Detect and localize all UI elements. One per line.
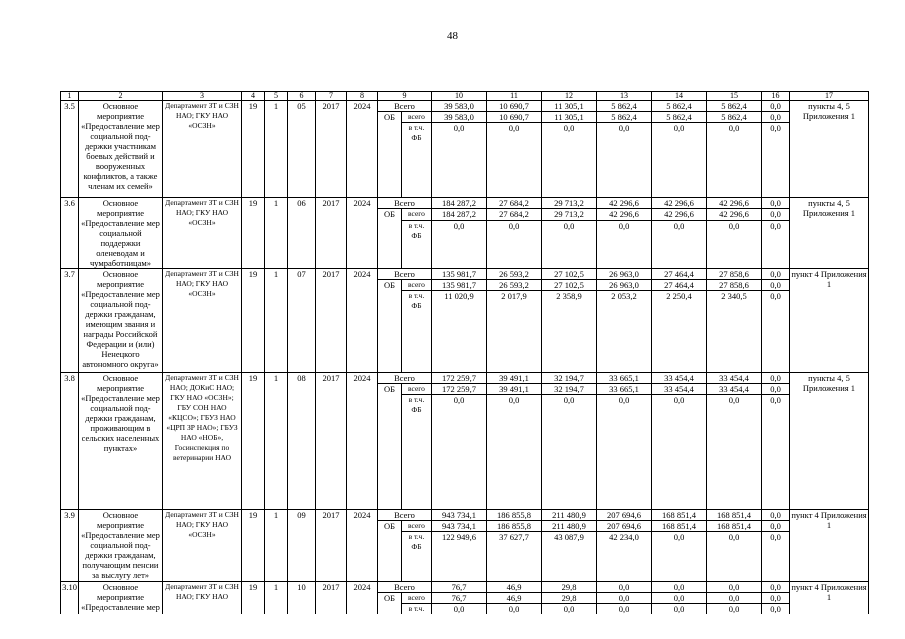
- total-value: 168 851,4: [652, 510, 707, 521]
- total-value: 0,0: [652, 582, 707, 593]
- ob-value: 33 454,4: [707, 384, 762, 395]
- column-number: 9: [378, 92, 432, 101]
- code-col4: 19: [242, 373, 265, 510]
- total-value: 0,0: [762, 269, 790, 280]
- start-year: 2017: [316, 101, 347, 198]
- ob-value: 0,0: [707, 593, 762, 604]
- total-value: 33 454,4: [707, 373, 762, 384]
- vtch-fb-label: [402, 604, 432, 615]
- ob-value: 76,7: [432, 593, 487, 604]
- note: пункт 4 Приложения 1: [790, 269, 869, 373]
- ob-value: 0,0: [762, 384, 790, 395]
- ob-value: 5 862,4: [652, 112, 707, 123]
- item-number: 3.10: [61, 582, 79, 615]
- ob-value: 29 713,2: [542, 209, 597, 221]
- ob-value: 27 464,4: [652, 280, 707, 291]
- ob-value: 0,0: [762, 521, 790, 532]
- fb-label: ФБ: [411, 301, 422, 310]
- note: пункты 4, 5 Приложения 1: [790, 198, 869, 269]
- total-value: 943 734,1: [432, 510, 487, 521]
- code-col5: 1: [265, 101, 288, 198]
- ob-value: 33 665,1: [597, 384, 652, 395]
- total-value: 211 480,9: [542, 510, 597, 521]
- vsego-label: всего: [402, 280, 432, 291]
- total-value: 5 862,4: [707, 101, 762, 112]
- total-label: Всего: [378, 198, 432, 209]
- code-col6: 08: [288, 373, 316, 510]
- measure-name: Основное мероприятие «Предоставление мер социальной под-держки гражданам, проживающим в сельских населенных пунктах»: [79, 373, 163, 510]
- measure-name: Основное мероприятие «Предоставление мер социальной поддержки оленеводам и чумработницам»: [79, 198, 163, 269]
- note: пункты 4, 5 Приложения 1: [790, 373, 869, 510]
- ob-value: 0,0: [762, 593, 790, 604]
- code-col6: 09: [288, 510, 316, 582]
- ob-value: 0,0: [762, 209, 790, 221]
- ob-value: 27 858,6: [707, 280, 762, 291]
- column-number: 16: [762, 92, 790, 101]
- end-year: 2024: [347, 101, 378, 198]
- total-value: 10 690,7: [487, 101, 542, 112]
- fb-value: 37 627,7: [487, 532, 542, 582]
- total-value: 0,0: [762, 582, 790, 593]
- fb-value: 0,0: [762, 532, 790, 582]
- ob-value: 0,0: [597, 593, 652, 604]
- item-number: 3.6: [61, 198, 79, 269]
- column-number: 12: [542, 92, 597, 101]
- fb-value: 0,0: [487, 221, 542, 269]
- ob-value: 211 480,9: [542, 521, 597, 532]
- ob-value: 42 296,6: [707, 209, 762, 221]
- note: пункты 4, 5 Приложения 1: [790, 101, 869, 198]
- fb-value: 0,0: [597, 604, 652, 615]
- total-value: 5 862,4: [652, 101, 707, 112]
- ob-value: 29,8: [542, 593, 597, 604]
- fb-value: 0,0: [597, 395, 652, 510]
- total-value: 168 851,4: [707, 510, 762, 521]
- total-value: 32 194,7: [542, 373, 597, 384]
- total-value: 39 491,1: [487, 373, 542, 384]
- table-row: [61, 198, 869, 209]
- total-label: Всего: [378, 510, 432, 521]
- fb-value: 0,0: [652, 221, 707, 269]
- note: пункт 4 Приложения 1: [790, 582, 869, 615]
- vsego-label: всего: [402, 521, 432, 532]
- code-col4: 19: [242, 269, 265, 373]
- end-year: 2024: [347, 582, 378, 615]
- end-year: 2024: [347, 269, 378, 373]
- code-col5: 1: [265, 373, 288, 510]
- ob-value: 26 963,0: [597, 280, 652, 291]
- fb-value: 0,0: [542, 123, 597, 198]
- total-value: 207 694,6: [597, 510, 652, 521]
- table-row: [61, 101, 869, 112]
- fb-value: 42 234,0: [597, 532, 652, 582]
- start-year: 2017: [316, 373, 347, 510]
- vtch-fb-label: [402, 395, 432, 510]
- ob-value: 32 194,7: [542, 384, 597, 395]
- fb-value: 0,0: [432, 123, 487, 198]
- fb-value: 0,0: [707, 395, 762, 510]
- measure-name: Основное мероприятие «Предоставление мер социальной под-держки гражданам, имеющим звания и награды Российской Федерации и (или) Ненецкого автономного округа»: [79, 269, 163, 373]
- column-number: 17: [790, 92, 869, 101]
- total-value: 186 855,8: [487, 510, 542, 521]
- executors: Департамент ЗТ и СЗН НАО; ГКУ НАО «ОСЗН»: [163, 510, 242, 582]
- column-number: 15: [707, 92, 762, 101]
- total-value: 27 684,2: [487, 198, 542, 209]
- column-number: 13: [597, 92, 652, 101]
- ob-value: 0,0: [762, 280, 790, 291]
- code-col6: 07: [288, 269, 316, 373]
- vtch-label: в т.ч.: [408, 395, 425, 404]
- vtch-label: в т.ч.: [408, 123, 425, 132]
- column-number: 14: [652, 92, 707, 101]
- code-col5: 1: [265, 510, 288, 582]
- executors: Департамент ЗТ и СЗН НАО; ГКУ НАО «ОСЗН»: [163, 269, 242, 373]
- executors: Департамент ЗТ и СЗН НАО; ГКУ НАО: [163, 582, 242, 615]
- total-value: 11 305,1: [542, 101, 597, 112]
- vtch-label: в т.ч.: [408, 532, 425, 541]
- vsego-label: всего: [402, 384, 432, 395]
- fb-value: 2 358,9: [542, 291, 597, 373]
- table-row: [61, 269, 869, 280]
- fb-value: 2 340,5: [707, 291, 762, 373]
- ob-value: 184 287,2: [432, 209, 487, 221]
- code-col6: 06: [288, 198, 316, 269]
- code-col5: 1: [265, 269, 288, 373]
- column-number: 10: [432, 92, 487, 101]
- column-number: 2: [79, 92, 163, 101]
- measure-name: Основное мероприятие «Предоставление мер социальной под-держки участникам боевых действий и вооруженных конфликтов, а также членам их семей»: [79, 101, 163, 198]
- ob-label: ОБ: [378, 280, 402, 373]
- vtch-label: в т.ч.: [408, 604, 425, 613]
- fb-value: 0,0: [707, 604, 762, 615]
- column-number: 11: [487, 92, 542, 101]
- program-table: [60, 91, 869, 614]
- code-col6: 10: [288, 582, 316, 615]
- total-value: 0,0: [707, 582, 762, 593]
- ob-label: ОБ: [378, 112, 402, 198]
- ob-label: ОБ: [378, 384, 402, 510]
- total-value: 0,0: [762, 510, 790, 521]
- table-row: [61, 373, 869, 384]
- fb-label: ФБ: [411, 542, 422, 551]
- fb-value: 0,0: [432, 221, 487, 269]
- ob-value: 5 862,4: [707, 112, 762, 123]
- fb-label: ФБ: [411, 133, 422, 142]
- ob-value: 168 851,4: [707, 521, 762, 532]
- fb-value: 0,0: [652, 395, 707, 510]
- ob-label: ОБ: [378, 593, 402, 615]
- column-number: 8: [347, 92, 378, 101]
- total-value: 5 862,4: [597, 101, 652, 112]
- ob-value: 27 102,5: [542, 280, 597, 291]
- start-year: 2017: [316, 582, 347, 615]
- ob-value: 135 981,7: [432, 280, 487, 291]
- code-col4: 19: [242, 198, 265, 269]
- item-number: 3.7: [61, 269, 79, 373]
- code-col5: 1: [265, 582, 288, 615]
- total-label: Всего: [378, 101, 432, 112]
- item-number: 3.8: [61, 373, 79, 510]
- total-value: 26 593,2: [487, 269, 542, 280]
- vtch-label: в т.ч.: [408, 291, 425, 300]
- total-value: 29 713,2: [542, 198, 597, 209]
- fb-value: 0,0: [707, 532, 762, 582]
- vsego-label: всего: [402, 593, 432, 604]
- column-number: 1: [61, 92, 79, 101]
- ob-label: ОБ: [378, 521, 402, 582]
- total-value: 0,0: [762, 373, 790, 384]
- fb-value: 0,0: [597, 221, 652, 269]
- item-number: 3.5: [61, 101, 79, 198]
- ob-value: 33 454,4: [652, 384, 707, 395]
- page-number: 48: [447, 30, 458, 42]
- fb-value: 2 017,9: [487, 291, 542, 373]
- total-value: 42 296,6: [597, 198, 652, 209]
- ob-value: 186 855,8: [487, 521, 542, 532]
- vtch-fb-label: [402, 291, 432, 373]
- note: пункт 4 Приложения 1: [790, 510, 869, 582]
- fb-value: 0,0: [762, 291, 790, 373]
- code-col6: 05: [288, 101, 316, 198]
- total-value: 39 583,0: [432, 101, 487, 112]
- vtch-fb-label: [402, 221, 432, 269]
- vtch-fb-label: [402, 123, 432, 198]
- fb-value: 0,0: [597, 123, 652, 198]
- ob-value: 46,9: [487, 593, 542, 604]
- ob-value: 10 690,7: [487, 112, 542, 123]
- executors: Департамент ЗТ и СЗН НАО; ДОКиС НАО; ГКУ НАО «ОСЗН»; ГБУ СОН НАО «КЦСО»; ГБУЗ НАО «ЦРП ЗР НАО»; ГБУЗ НАО «НОБ», Госинспекция по ветеринарии НАО: [163, 373, 242, 510]
- fb-value: 11 020,9: [432, 291, 487, 373]
- item-number: 3.9: [61, 510, 79, 582]
- total-value: 46,9: [487, 582, 542, 593]
- total-value: 0,0: [762, 198, 790, 209]
- total-label: Всего: [378, 269, 432, 280]
- column-number: 3: [163, 92, 242, 101]
- fb-value: 0,0: [542, 221, 597, 269]
- total-value: 27 464,4: [652, 269, 707, 280]
- measure-name: Основное мероприятие «Предоставление мер: [79, 582, 163, 615]
- ob-value: 172 259,7: [432, 384, 487, 395]
- table-row: [61, 510, 869, 521]
- executors: Департамент ЗТ и СЗН НАО; ГКУ НАО «ОСЗН»: [163, 101, 242, 198]
- total-value: 42 296,6: [652, 198, 707, 209]
- fb-value: 0,0: [762, 123, 790, 198]
- column-number-header: [61, 92, 869, 101]
- fb-value: 0,0: [762, 604, 790, 615]
- end-year: 2024: [347, 510, 378, 582]
- fb-label: ФБ: [411, 405, 422, 414]
- column-number: 6: [288, 92, 316, 101]
- total-value: 0,0: [597, 582, 652, 593]
- start-year: 2017: [316, 510, 347, 582]
- total-value: 26 963,0: [597, 269, 652, 280]
- total-label: Всего: [378, 582, 432, 593]
- total-value: 33 665,1: [597, 373, 652, 384]
- ob-value: 39 491,1: [487, 384, 542, 395]
- column-number: 4: [242, 92, 265, 101]
- code-col4: 19: [242, 101, 265, 198]
- code-col5: 1: [265, 198, 288, 269]
- total-label: Всего: [378, 373, 432, 384]
- vtch-fb-label: [402, 532, 432, 582]
- ob-value: 207 694,6: [597, 521, 652, 532]
- fb-value: 0,0: [707, 123, 762, 198]
- fb-value: 0,0: [652, 532, 707, 582]
- vsego-label: всего: [402, 112, 432, 123]
- total-value: 172 259,7: [432, 373, 487, 384]
- ob-value: 0,0: [762, 112, 790, 123]
- total-value: 135 981,7: [432, 269, 487, 280]
- fb-value: 0,0: [487, 395, 542, 510]
- ob-value: 0,0: [652, 593, 707, 604]
- fb-value: 43 087,9: [542, 532, 597, 582]
- program-table-container: [60, 91, 868, 614]
- fb-value: 122 949,6: [432, 532, 487, 582]
- vsego-label: всего: [402, 209, 432, 221]
- ob-label: ОБ: [378, 209, 402, 269]
- total-value: 184 287,2: [432, 198, 487, 209]
- fb-value: 0,0: [542, 395, 597, 510]
- column-number: 7: [316, 92, 347, 101]
- end-year: 2024: [347, 198, 378, 269]
- start-year: 2017: [316, 198, 347, 269]
- fb-value: 0,0: [707, 221, 762, 269]
- total-value: 27 858,6: [707, 269, 762, 280]
- fb-value: 0,0: [762, 221, 790, 269]
- fb-label: ФБ: [411, 231, 422, 240]
- code-col4: 19: [242, 510, 265, 582]
- fb-value: 0,0: [762, 395, 790, 510]
- total-value: 0,0: [762, 101, 790, 112]
- total-value: 27 102,5: [542, 269, 597, 280]
- code-col4: 19: [242, 582, 265, 615]
- executors: Департамент ЗТ и СЗН НАО; ГКУ НАО «ОСЗН»: [163, 198, 242, 269]
- total-value: 76,7: [432, 582, 487, 593]
- ob-value: 11 305,1: [542, 112, 597, 123]
- vtch-label: в т.ч.: [408, 221, 425, 230]
- ob-value: 26 593,2: [487, 280, 542, 291]
- column-number: 5: [265, 92, 288, 101]
- measure-name: Основное мероприятие «Предоставление мер социальной под-держки гражданам, получающим пенсии за выслугу лет»: [79, 510, 163, 582]
- fb-value: 0,0: [542, 604, 597, 615]
- fb-value: 0,0: [487, 123, 542, 198]
- end-year: 2024: [347, 373, 378, 510]
- fb-value: 0,0: [432, 604, 487, 615]
- fb-value: 2 053,2: [597, 291, 652, 373]
- fb-value: 2 250,4: [652, 291, 707, 373]
- ob-value: 5 862,4: [597, 112, 652, 123]
- fb-value: 0,0: [652, 123, 707, 198]
- total-value: 33 454,4: [652, 373, 707, 384]
- fb-value: 0,0: [432, 395, 487, 510]
- table-row: [61, 582, 869, 593]
- total-value: 29,8: [542, 582, 597, 593]
- ob-value: 943 734,1: [432, 521, 487, 532]
- fb-value: 0,0: [487, 604, 542, 615]
- ob-value: 168 851,4: [652, 521, 707, 532]
- ob-value: 27 684,2: [487, 209, 542, 221]
- ob-value: 39 583,0: [432, 112, 487, 123]
- total-value: 42 296,6: [707, 198, 762, 209]
- fb-value: 0,0: [652, 604, 707, 615]
- ob-value: 42 296,6: [597, 209, 652, 221]
- start-year: 2017: [316, 269, 347, 373]
- ob-value: 42 296,6: [652, 209, 707, 221]
